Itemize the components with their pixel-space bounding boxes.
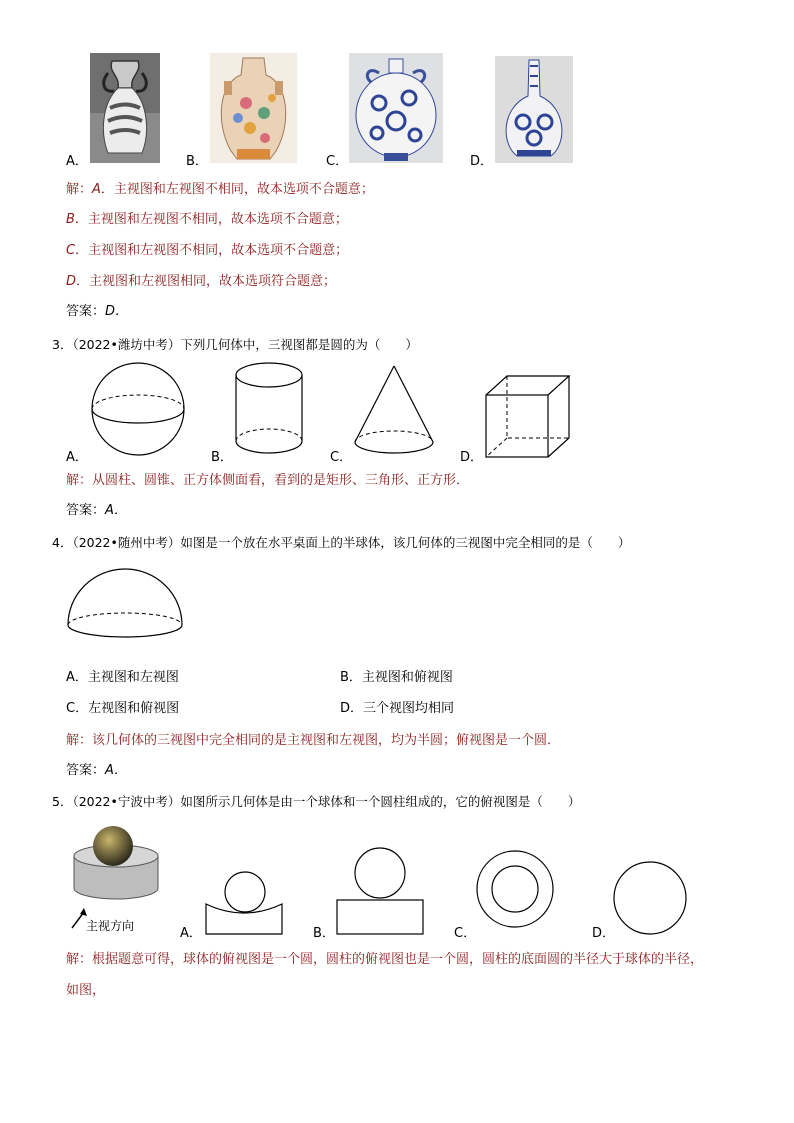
solution-text: ．主视图和左视图相同，故本选项符合题意； [76,274,337,289]
q3-option-a-label: A． [66,450,88,465]
option-letter: A [92,182,101,197]
option-c-shape [474,848,556,930]
q3-solution: 解：从圆柱、圆锥、正方体侧面看，看到的是矩形、三角形、正方形． [66,473,470,488]
solution-text: ．主视图和左视图不相同，故本选项不合题意； [74,212,348,227]
option-letter: D [66,274,77,289]
q2-option-a-label: A． [66,154,88,169]
q5-option-d-label: D． [592,926,616,941]
vase-a-image [90,53,160,163]
direction-label: 主视方向 [86,919,135,933]
cone-figure [353,364,435,456]
q2-solution-line-c [66,243,348,259]
option-letter: B [66,212,75,227]
cylinder-figure [234,361,304,457]
option-d-shape [612,860,688,936]
option-a-shape [203,870,285,936]
q5-solution-line1: 解：根据题意可得，球体的俯视图是一个圆，圆柱的俯视图也是一个圆，圆柱的底面圆的半径大于球体的半径， [66,952,704,967]
answer-label: 答案： [66,763,106,778]
q4-option-b: B．主视图和俯视图 [340,670,453,685]
q5-option-b-label: B． [313,926,335,941]
q4-answer [66,763,127,779]
q3-answer [66,503,127,519]
q5-stem: 5．（2022•宁波中考）如图所示几何体是由一个球体和一个圆柱组成的，它的俯视图是（ ） [52,794,581,809]
solution-prefix: 解： [66,182,93,197]
vase-c-image [349,53,443,163]
sphere-figure [90,360,186,458]
q2-option-d-label: D． [470,154,494,169]
answer-value: A． [105,503,127,518]
option-letter: C [66,243,76,258]
q4-option-d: D．三个视图均相同 [340,701,455,716]
answer-label: 答案： [66,503,106,518]
q5-option-a-label: A． [180,926,202,941]
q2-solution-line-d [66,274,336,290]
q4-option-a: A．主视图和左视图 [66,670,179,685]
q5-solution-line2: 如图， [66,983,106,998]
q4-solution: 解：该几何体的三视图中完全相同的是主视图和左视图，均为半圆；俯视图是一个圆． [66,733,561,748]
cube-figure [484,374,574,460]
solution-text: ．主视图和左视图不相同，故本选项不合题意； [100,182,374,197]
answer-label: 答案： [66,304,106,319]
q4-stem: 4．（2022•随州中考）如图是一个放在水平桌面上的半球体，该几何体的三视图中完全相同的是（ ） [52,535,631,550]
answer-value: D． [105,304,129,319]
solution-text: ．主视图和左视图不相同，故本选项不合题意； [75,243,349,258]
q3-option-d-label: D． [460,450,484,465]
option-b-shape [335,846,427,936]
q2-option-c-label: C． [326,154,349,169]
vase-d-image [495,56,573,163]
q3-option-c-label: C． [330,450,353,465]
q3-option-b-label: B． [211,450,233,465]
q2-option-b-label: B． [186,154,208,169]
q4-option-c: C．左视图和俯视图 [66,701,180,716]
answer-value: A． [105,763,127,778]
q5-option-c-label: C． [454,926,477,941]
q2-solution-line-a [66,182,374,198]
hemisphere-figure [66,567,184,637]
vase-b-image [210,53,297,163]
q2-solution-line-b [66,212,348,228]
q3-stem: 3．（2022•潍坊中考）下列几何体中，三视图都是圆的为（ ） [52,337,418,352]
q2-answer [66,304,128,320]
